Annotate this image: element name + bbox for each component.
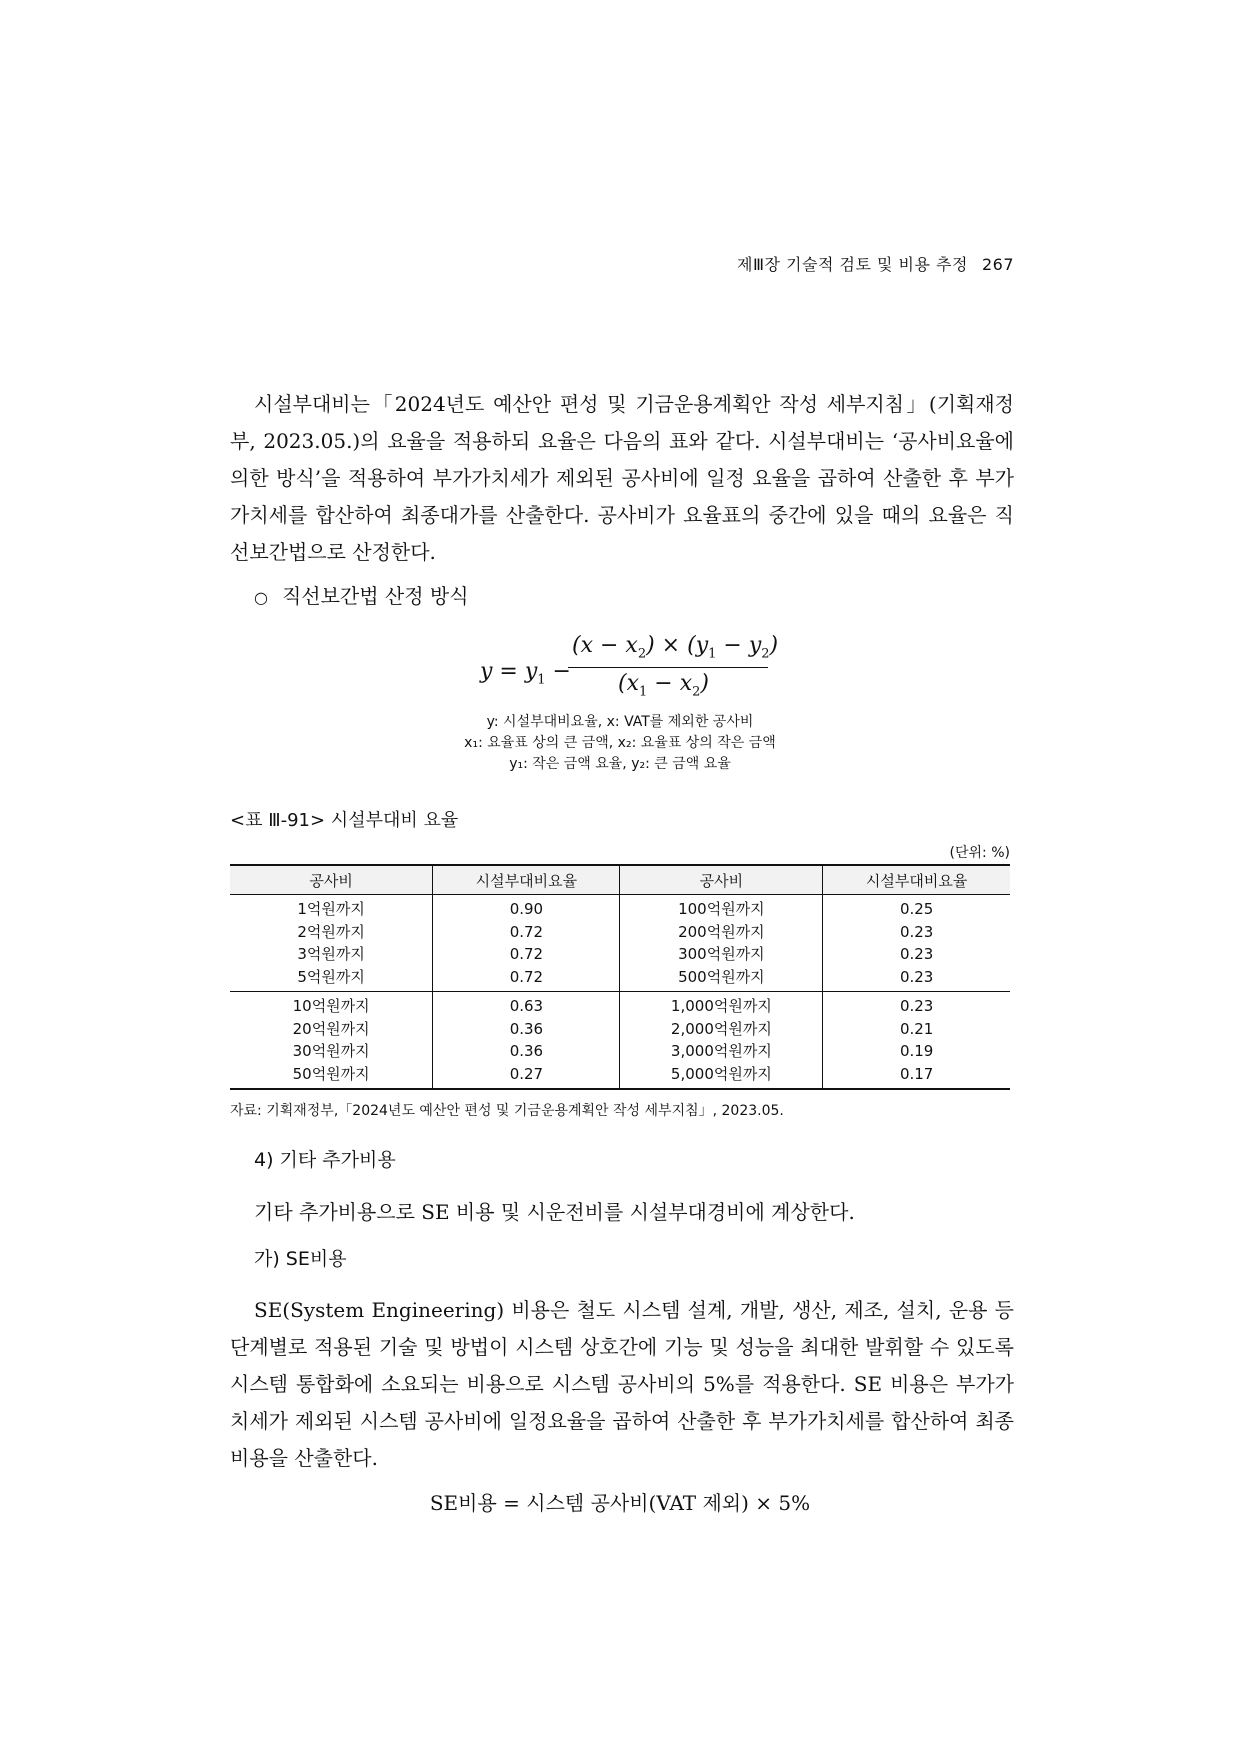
cost-cell: 10억원까지 20억원까지 30억원까지 50억원까지 bbox=[292, 997, 370, 1083]
header-cell: 공사비 bbox=[620, 865, 823, 895]
rate-cell: 0.63 0.36 0.36 0.27 bbox=[433, 992, 620, 1090]
table-row-group bbox=[230, 992, 1010, 1090]
legend-line: x₁: 요율표 상의 큰 금액, x₂: 요율표 상의 작은 금액 bbox=[464, 735, 776, 751]
interpolation-formula bbox=[480, 633, 780, 705]
formula-numerator: $(x - x_2) \times (y_1 - y_2)$ bbox=[572, 633, 779, 662]
cost-cell: 1,000억원까지 2,000억원까지 3,000억원까지 5,000억원까지 bbox=[620, 992, 823, 1090]
formula-legend bbox=[380, 712, 860, 775]
table-header-row bbox=[230, 865, 1010, 895]
table-source: 자료: 기획재정부,「2024년도 예산안 편성 및 기금운용계획안 작성 세부지침」, 2023.05. bbox=[230, 1103, 784, 1119]
section-heading: 4) 기타 추가비용 bbox=[254, 1149, 396, 1171]
header-cell: 시설부대비요율 bbox=[823, 865, 1010, 895]
se-cost-formula: SE비용 = 시스템 공사비(VAT 제외) × 5% bbox=[429, 1491, 811, 1515]
legend-line: y₁: 작은 금액 요율, y₂: 큰 금액 요율 bbox=[509, 756, 731, 772]
formula-denominator: $(x_1 - x_2)$ bbox=[618, 671, 709, 700]
rate-table bbox=[230, 864, 1010, 1090]
cost-cell: 1억원까지 2억원까지 3억원까지 5억원까지 bbox=[230, 895, 433, 992]
bullet-text: 직선보간법 산정 방식 bbox=[281, 584, 469, 608]
cost-cell: 100억원까지 200억원까지 300억원까지 500억원까지 bbox=[620, 895, 823, 992]
chapter-title: 제Ⅲ장 기술적 검토 및 비용 추정 bbox=[737, 255, 968, 274]
page-number: 267 bbox=[981, 255, 1014, 274]
bullet-item bbox=[254, 580, 469, 609]
header-cell: 시설부대비요율 bbox=[433, 865, 620, 895]
rate-cell: 0.25 0.23 0.23 0.23 bbox=[823, 895, 1010, 992]
header-cell: 공사비 bbox=[230, 865, 433, 895]
table-caption: <표 Ⅲ-91> 시설부대비 요율 bbox=[230, 810, 459, 831]
se-cost-paragraph: SE(System Engineering) 비용은 철도 시스템 설계, 개발, 생산, 제조, 설치, 운용 등 단계별로 적용된 기술 및 방법이 시스템 상호간에 기능 및 성능을 최대한 발휘할 수 있도록 시스템 통합화에 소요되는 비용으로 시스템 공사비의 5%를 적용한다. SE 비용은 부가가치세가 제외된 시스템 공사비에 일정요율을 곱하여 산출한 후 부가가치세를 합산하여 최종 비용을 산출한다. bbox=[230, 1298, 1014, 1470]
rate-cell: 0.23 0.21 0.19 0.17 bbox=[823, 992, 1010, 1090]
subsection-heading: 가) SE비용 bbox=[254, 1248, 347, 1270]
legend-line: y: 시설부대비요율, x: VAT를 제외한 공사비 bbox=[486, 714, 754, 730]
rate-cell: 0.90 0.72 0.72 0.72 bbox=[433, 895, 620, 992]
table-unit: (단위: %) bbox=[949, 845, 1010, 861]
section-paragraph: 기타 추가비용으로 SE 비용 및 시운전비를 시설부대경비에 계상한다. bbox=[254, 1200, 855, 1224]
running-header bbox=[737, 252, 1014, 275]
fraction-bar bbox=[568, 667, 768, 668]
bullet-mark: ○ bbox=[254, 588, 268, 607]
formula-lhs: $y = y_1$ − bbox=[480, 659, 571, 688]
table-row-group bbox=[230, 895, 1010, 992]
intro-paragraph: 시설부대비는「2024년도 예산안 편성 및 기금운용계획안 작성 세부지침」(기획재정부, 2023.05.)의 요율을 적용하되 요율은 다음의 표와 같다. 시설부대비는 ‘공사비요율에 의한 방식’을 적용하여 부가가치세가 제외된 공사비에 일정 요율을 곱하여 산출한 후 부가가치세를 합산하여 최종대가를 산출한다. 공사비가 요율표의 중간에 있을 때의 요율은 직선보간법으로 산정한다. bbox=[230, 392, 1014, 564]
